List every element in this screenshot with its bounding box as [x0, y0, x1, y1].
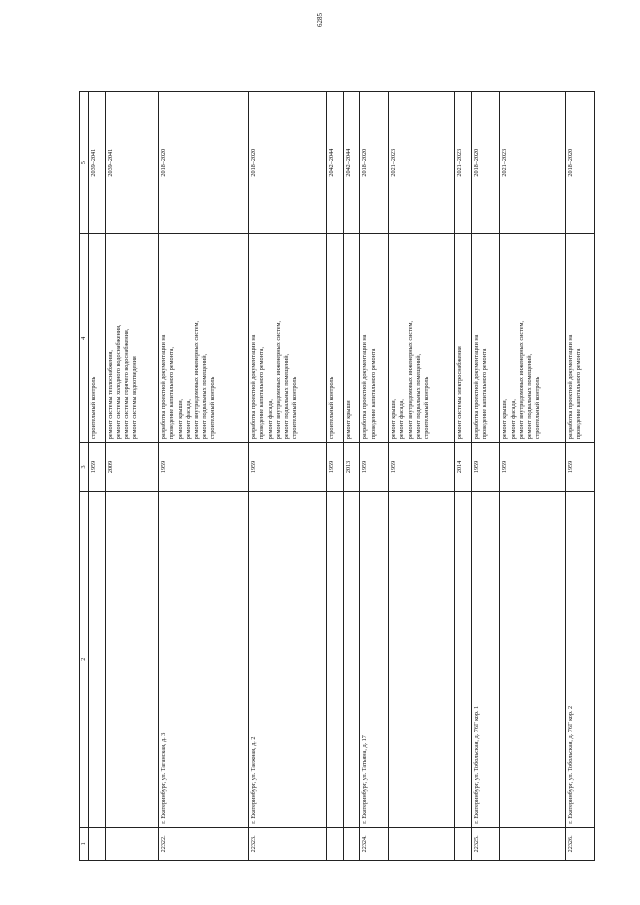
work-item: ремонт системы электроснабжения [455, 346, 463, 440]
period-cell: 2018–2020 [360, 92, 389, 234]
table-row [566, 92, 595, 861]
work-item: ремонт фасада, [509, 399, 517, 440]
row-number-cell [343, 827, 360, 860]
row-number-cell: 22323. [249, 827, 327, 860]
work-item: ремонт системы теплоснабжения, [106, 350, 114, 440]
period-cell: 2018–2020 [471, 92, 500, 234]
works-cell [500, 234, 566, 443]
works-cell [327, 234, 344, 443]
address-cell [327, 491, 344, 827]
works-cell [105, 234, 158, 443]
row-number-cell [500, 827, 566, 860]
table-row [389, 92, 455, 861]
work-item: ремонт подвальных помещений, [526, 353, 533, 440]
work-item: разработка проектной документации на [160, 334, 168, 440]
period-cell: 2039–2041 [89, 92, 106, 234]
work-item: разработка проектной документации на [567, 334, 574, 440]
work-item: ремонт системы холодного водоснабжения, [115, 324, 123, 440]
work-item: ремонт внутридомовых инженерных систем, [192, 320, 200, 440]
table-body [89, 92, 595, 861]
work-item: проведение капитального ремонта, [258, 347, 266, 440]
work-item: ремонт крыши, [501, 398, 509, 440]
address-cell: г. Екатеринбург, ул. Тобольская, д. 76Г кор. 1 [471, 491, 500, 827]
works-cell [566, 234, 595, 443]
column-header: 2 [80, 491, 89, 827]
table-row [105, 92, 158, 861]
work-item: строительный контроль [423, 376, 431, 440]
work-item: ремонт подвальных помещений, [201, 353, 209, 440]
works-cell [389, 234, 455, 443]
work-item: строительный контроль [209, 376, 217, 440]
table-row [454, 92, 471, 861]
work-item: ремонт фасада, [184, 399, 192, 440]
works-cell [360, 234, 389, 443]
table-row [360, 92, 389, 861]
year-cell: 1959 [500, 443, 566, 491]
work-item: разработка проектной документации на [250, 334, 258, 440]
year-cell: 1959 [389, 443, 455, 491]
address-cell: г. Екатеринбург, ул. Таганская, д. 3 [159, 491, 249, 827]
address-cell: г. Екатеринбург, ул. Таежная, д. 2 [249, 491, 327, 827]
row-number-cell [327, 827, 344, 860]
address-cell [454, 491, 471, 827]
work-item: ремонт фасада, [266, 399, 274, 440]
address-cell [389, 491, 455, 827]
period-cell: 2021–2023 [500, 92, 566, 234]
work-item: ремонт подвальных помещений, [414, 353, 422, 440]
period-cell: 2018–2020 [159, 92, 249, 234]
year-cell: 1959 [159, 443, 249, 491]
table-row [500, 92, 566, 861]
year-cell: 2009 [105, 443, 158, 491]
row-number-cell: 22326. [566, 827, 595, 860]
row-number-cell: 22322. [159, 827, 249, 860]
work-item: ремонт крыши, [390, 398, 398, 440]
work-item: разработка проектной документации на [361, 334, 369, 440]
repair-schedule-table [79, 91, 595, 861]
work-item: проведение капитального ремонта [369, 348, 377, 440]
address-cell: г. Екатеринбург, ул. Татьяна, д. 17 [360, 491, 389, 827]
works-cell [249, 234, 327, 443]
work-item: строительный контроль [328, 376, 335, 440]
table-row [249, 92, 327, 861]
work-item: ремонт крыши [344, 400, 352, 440]
works-cell [89, 234, 106, 443]
table-row [343, 92, 360, 861]
year-cell: 2013 [343, 443, 360, 491]
register-table-container [79, 91, 595, 861]
period-cell: 2021–2023 [389, 92, 455, 234]
work-item: проведение капитального ремонта, [168, 347, 176, 440]
year-cell: 1959 [360, 443, 389, 491]
address-cell: г. Екатеринбург, ул. Тобольская, д. 76Г кор. 2 [566, 491, 595, 827]
year-cell: 1959 [566, 443, 595, 491]
row-number-cell: 22324. [360, 827, 389, 860]
work-item: ремонт крыши, [176, 398, 184, 440]
address-cell [343, 491, 360, 827]
row-number-cell [89, 827, 106, 860]
table-row [327, 92, 344, 861]
row-number-cell [389, 827, 455, 860]
work-item: строительный контроль [90, 376, 98, 440]
table-row [471, 92, 500, 861]
work-item: проведение капитального ремонта [480, 348, 488, 440]
row-number-cell [454, 827, 471, 860]
work-item: строительный контроль [291, 376, 299, 440]
period-cell: 2018–2020 [566, 92, 595, 234]
address-cell [89, 491, 106, 827]
year-cell: 1959 [327, 443, 344, 491]
period-cell: 2042–2044 [327, 92, 344, 234]
address-cell [500, 491, 566, 827]
page-number: 6285 [316, 13, 324, 27]
address-cell [105, 491, 158, 827]
works-cell [471, 234, 500, 443]
period-cell: 2021–2023 [454, 92, 471, 234]
year-cell: 1959 [89, 443, 106, 491]
work-item: разработка проектной документации на [472, 334, 480, 440]
year-cell: 2014 [454, 443, 471, 491]
work-item: ремонт фасада, [398, 399, 406, 440]
work-item: ремонт внутридомовых инженерных систем, [406, 320, 414, 440]
work-item: ремонт системы горячего водоснабжения, [123, 328, 131, 440]
column-header: 4 [80, 234, 89, 443]
work-item: строительный контроль [534, 376, 542, 440]
year-cell: 1959 [471, 443, 500, 491]
period-cell: 2018–2020 [249, 92, 327, 234]
works-cell [159, 234, 249, 443]
column-header: 1 [80, 827, 89, 860]
row-number-cell: 22325. [471, 827, 500, 860]
work-item: ремонт внутридомовых инженерных систем, [274, 320, 282, 440]
works-cell [343, 234, 360, 443]
table-row [89, 92, 106, 861]
column-header: 5 [80, 92, 89, 234]
period-cell: 2039–2041 [105, 92, 158, 234]
row-number-cell [105, 827, 158, 860]
work-item: ремонт подвальных помещений, [282, 353, 290, 440]
period-cell: 2042–2044 [343, 92, 360, 234]
work-item: ремонт внутридомовых инженерных систем, [517, 320, 525, 440]
work-item: проведение капитального ремонта [575, 348, 583, 440]
table-header-row [80, 92, 89, 861]
year-cell: 1959 [249, 443, 327, 491]
work-item: ремонт системы водоотведения [131, 356, 139, 440]
works-cell [454, 234, 471, 443]
column-header: 3 [80, 443, 89, 491]
table-row [159, 92, 249, 861]
